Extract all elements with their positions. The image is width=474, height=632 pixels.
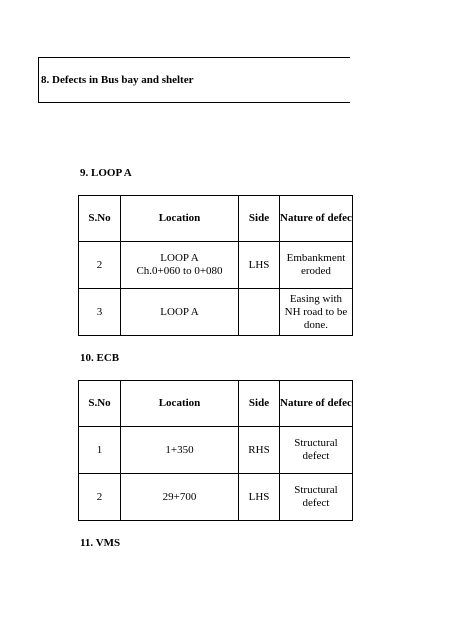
- nature-line: NH road to be: [284, 305, 348, 318]
- cell-side: RHS: [239, 427, 280, 474]
- column-header-side: Side: [239, 196, 280, 242]
- nature-line: Easing with: [289, 292, 343, 305]
- section-11-heading: 11. VMS: [80, 537, 121, 549]
- cell-location: LOOP A: [121, 289, 239, 336]
- cell-sno: 2: [79, 242, 121, 289]
- cell-location: 1+350: [121, 427, 239, 474]
- loop-a-table: [78, 195, 353, 336]
- section-8-box: [38, 57, 350, 103]
- nature-line: eroded: [300, 265, 331, 277]
- cell-nature: [280, 242, 353, 289]
- nature-line: defect: [302, 450, 330, 462]
- cell-nature: [280, 289, 353, 336]
- cell-location: [121, 242, 239, 289]
- column-header-side: Side: [239, 381, 280, 427]
- column-header-nature: Nature of defec: [280, 196, 353, 242]
- column-header-sno: S.No: [79, 381, 121, 427]
- cell-sno: 2: [79, 474, 121, 521]
- nature-line: Structural: [294, 437, 338, 449]
- section-9-heading: 9. LOOP A: [80, 167, 132, 179]
- table-row: [79, 242, 353, 289]
- cell-side: LHS: [239, 474, 280, 521]
- cell-location: 29+700: [121, 474, 239, 521]
- section-8-title: 8. Defects in Bus bay and shelter: [41, 74, 194, 86]
- location-line: LOOP A: [160, 252, 199, 264]
- table-header-row: [79, 381, 353, 427]
- nature-line: Embankment: [286, 252, 346, 264]
- ecb-table: [78, 380, 353, 521]
- nature-line: done.: [303, 318, 329, 331]
- section-10-heading: 10. ECB: [80, 352, 120, 364]
- cell-nature: [280, 474, 353, 521]
- column-header-sno: S.No: [79, 196, 121, 242]
- table-row: [79, 289, 353, 336]
- column-header-location: Location: [121, 381, 239, 427]
- cell-nature: [280, 427, 353, 474]
- table-header-row: [79, 196, 353, 242]
- column-header-nature: Nature of defec: [280, 381, 353, 427]
- cell-sno: 1: [79, 427, 121, 474]
- nature-line: defect: [302, 497, 330, 509]
- cell-sno: 3: [79, 289, 121, 336]
- cell-side: LHS: [239, 242, 280, 289]
- cell-side: [239, 289, 280, 336]
- table-row: [79, 474, 353, 521]
- nature-line: Structural: [294, 484, 338, 496]
- location-chainage: Ch.0+060 to 0+080: [136, 265, 223, 277]
- table-row: [79, 427, 353, 474]
- column-header-location: Location: [121, 196, 239, 242]
